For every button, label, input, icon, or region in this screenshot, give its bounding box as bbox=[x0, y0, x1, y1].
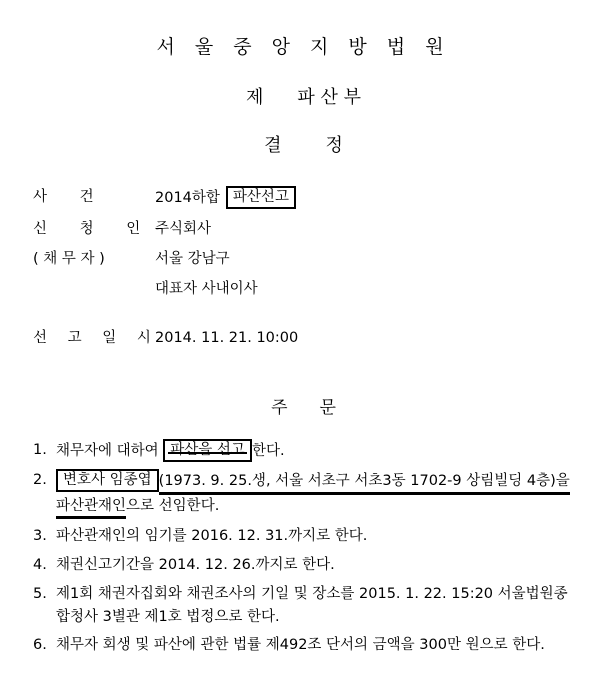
decision-label-right: 정 bbox=[325, 135, 343, 156]
field-label-datetime: 선 고 일 시 bbox=[33, 330, 159, 347]
order-item bbox=[33, 584, 585, 629]
order-item bbox=[33, 526, 585, 548]
field-debtor bbox=[33, 249, 607, 270]
field-representative bbox=[33, 279, 607, 300]
order-number: 2. bbox=[33, 472, 47, 489]
order-text: 채무자 회생 및 파산에 관한 법률 제492조 단서의 금액을 300만 원으로 한다. bbox=[56, 637, 545, 654]
case-number-text: 2014하합 bbox=[155, 190, 220, 206]
field-value-applicant: 주식회사 bbox=[155, 221, 212, 238]
field-value-case bbox=[155, 187, 607, 210]
order-5-line1: 제1회 채권자집회와 채권조사의 기일 및 장소를 2015. 1. 22. 15:20 서울법원종 bbox=[56, 585, 568, 602]
order-number: 6. bbox=[33, 637, 47, 654]
order-item bbox=[33, 555, 585, 577]
order-item bbox=[33, 470, 585, 519]
decision-title bbox=[0, 131, 607, 157]
field-value-representative: 대표자 사내이사 bbox=[155, 281, 258, 298]
order-text: 채권신고기간을 2014. 12. 26.까지로 한다. bbox=[56, 557, 335, 574]
field-value-debtor-address: 서울 강남구 bbox=[155, 251, 230, 268]
main-text-heading-right: 문 bbox=[319, 398, 336, 419]
field-label-applicant: 신 청 인 bbox=[33, 221, 155, 238]
order-1-part-c: 한다. bbox=[251, 443, 285, 460]
field-value-datetime: 2014. 11. 21. 10:00 bbox=[155, 330, 299, 347]
order-number: 5. bbox=[33, 585, 47, 602]
order-text bbox=[56, 440, 585, 463]
order-number: 1. bbox=[33, 442, 47, 459]
order-1-part-a: 채무자에 대하여 bbox=[56, 443, 164, 460]
order-text bbox=[56, 470, 585, 519]
case-type-box: 파산선고 bbox=[226, 186, 296, 209]
division-label-right: 파 산 부 bbox=[297, 87, 361, 108]
field-label-case: 사 건 bbox=[33, 189, 108, 205]
order-2-line2 bbox=[56, 496, 585, 520]
field-label-debtor: ( 채 무 자 ) bbox=[33, 251, 105, 268]
order-number: 3. bbox=[33, 528, 47, 545]
case-fields bbox=[0, 187, 607, 349]
document-page bbox=[0, 32, 607, 680]
order-number: 4. bbox=[33, 557, 47, 574]
division-label-left: 제 bbox=[246, 87, 264, 108]
order-item bbox=[33, 440, 585, 463]
order-text: 파산관재인의 임기를 2016. 12. 31.까지로 한다. bbox=[56, 528, 368, 545]
order-text bbox=[56, 584, 585, 629]
court-title: 서 울 중 앙 지 방 법 원 bbox=[156, 36, 451, 58]
order-1-boxed-strike: 파산을 선고 bbox=[163, 439, 252, 462]
orders-list bbox=[0, 440, 607, 657]
order-5-line2: 합청사 3별관 제1호 법정으로 한다. bbox=[56, 608, 280, 625]
main-text-heading bbox=[0, 393, 607, 418]
main-text-heading-left: 주 bbox=[271, 398, 288, 419]
field-applicant bbox=[33, 219, 607, 240]
decision-label-left: 결 bbox=[264, 135, 282, 156]
division-title bbox=[0, 83, 607, 109]
order-2-role-underlined: 파산관재인 bbox=[56, 497, 126, 520]
order-2-trustee-name-box: 변호사 임종엽 bbox=[56, 469, 159, 492]
order-2-trustee-details: (1973. 9. 25.생, 서울 서초구 서초3동 1702-9 상림빌딩 4층)을 bbox=[159, 472, 570, 495]
field-case-number bbox=[33, 187, 607, 210]
field-declaration-datetime bbox=[33, 328, 607, 349]
order-item bbox=[33, 635, 585, 657]
order-2-tail: 으로 선임한다. bbox=[126, 497, 220, 514]
